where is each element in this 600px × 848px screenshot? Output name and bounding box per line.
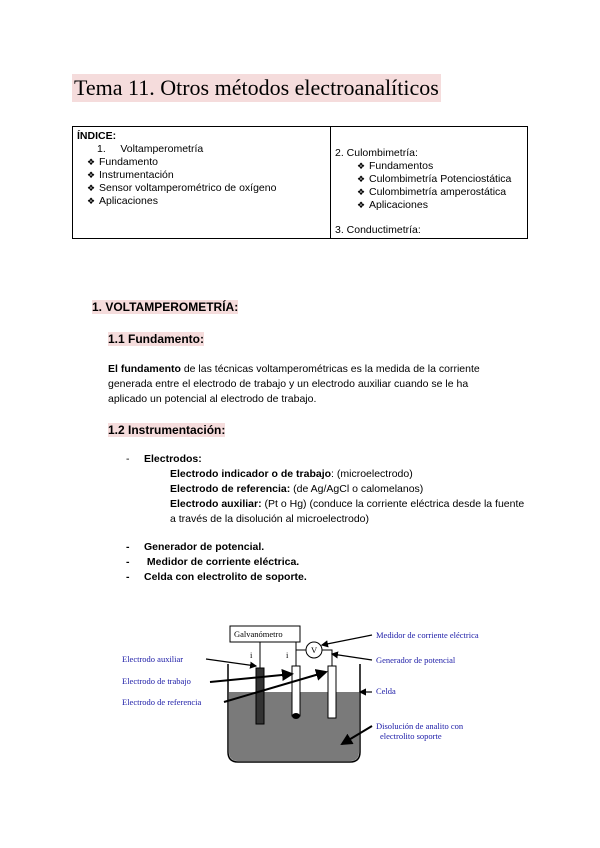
label-electrodo-trabajo: Electrodo de trabajo bbox=[122, 676, 191, 686]
electrode-trabajo: Electrodo indicador o de trabajo: (microelectrodo) bbox=[170, 468, 413, 480]
current-label: i bbox=[250, 650, 253, 660]
list-item: ❖ Sensor voltamperométrico de oxígeno bbox=[87, 182, 277, 194]
reference-electrode bbox=[328, 666, 336, 718]
diamond-bullet-icon: ❖ bbox=[357, 187, 366, 197]
arrow bbox=[206, 659, 256, 666]
list-item: ❖ Instrumentación bbox=[87, 169, 174, 181]
instrumentation-diagram bbox=[110, 612, 520, 772]
label-electrodo-referencia: Electrodo de referencia bbox=[122, 697, 202, 707]
index-left-list bbox=[77, 156, 326, 208]
list-item: - Generador de potencial. bbox=[126, 541, 265, 553]
index-item-conductimetria: 3. Conductimetría: bbox=[335, 224, 421, 236]
page-title: Tema 11. Otros métodos electroanalíticos bbox=[74, 75, 439, 100]
index-left-column bbox=[73, 127, 331, 238]
label-disolucion-2: electrolito soporte bbox=[380, 731, 442, 741]
subsection-heading-fundamento: 1.1 Fundamento: bbox=[108, 332, 205, 346]
list-item: ❖ Culombimetría amperostática bbox=[357, 186, 507, 198]
index-right-column bbox=[331, 127, 527, 238]
label-celda: Celda bbox=[376, 686, 396, 696]
diamond-bullet-icon: ❖ bbox=[87, 183, 96, 193]
label-electrodo-auxiliar: Electrodo auxiliar bbox=[122, 654, 184, 664]
wire bbox=[296, 642, 306, 650]
wire bbox=[322, 650, 332, 666]
index-item-voltamperometria: 1. Voltamperometría bbox=[97, 143, 204, 155]
list-item: ❖ Fundamento bbox=[87, 156, 158, 168]
working-electrode-tip bbox=[292, 713, 300, 719]
electrode-referencia: Electrodo de referencia: (de Ag/AgCl o calomelanos) bbox=[170, 483, 424, 495]
list-item: ❖ Aplicaciones bbox=[357, 199, 428, 211]
list-item: - Celda con electrolito de soporte. bbox=[126, 571, 307, 583]
subsection-heading-instrumentacion: 1.2 Instrumentación: bbox=[108, 423, 226, 437]
working-electrode bbox=[292, 666, 300, 716]
section-heading-voltamperometria: 1. VOLTAMPEROMETRÍA: bbox=[92, 300, 239, 314]
index-heading: ÍNDICE: bbox=[77, 130, 117, 142]
index-item-culombimetria: 2. Culombimetría: bbox=[335, 147, 418, 159]
list-item: ❖ Fundamentos bbox=[357, 160, 434, 172]
arrow bbox=[332, 654, 372, 660]
diamond-bullet-icon: ❖ bbox=[87, 170, 96, 180]
list-item: - Medidor de corriente eléctrica. bbox=[126, 556, 300, 568]
diamond-bullet-icon: ❖ bbox=[357, 200, 366, 210]
diamond-bullet-icon: ❖ bbox=[87, 157, 96, 167]
list-item: ❖ Aplicaciones bbox=[87, 195, 158, 207]
diamond-bullet-icon: ❖ bbox=[357, 161, 366, 171]
diamond-bullet-icon: ❖ bbox=[87, 196, 96, 206]
electrodes-label: - Electrodos: bbox=[126, 453, 202, 465]
galvanometer-label: Galvanómetro bbox=[234, 629, 283, 639]
label-medidor-corriente: Medidor de corriente eléctrica bbox=[376, 630, 479, 640]
fundamento-paragraph: El fundamento de las técnicas voltamperométricas es la medida de la corriente generada entre el electrodo de trabajo y un electrodo auxiliar cuando se le ha aplicado un potencial al electrodo de trabajo. bbox=[108, 363, 480, 405]
voltmeter-label: V bbox=[311, 645, 318, 655]
index-right-list bbox=[335, 160, 523, 212]
index-table bbox=[72, 126, 528, 239]
list-item: ❖ Culombimetría Potenciostática bbox=[357, 173, 512, 185]
arrow bbox=[210, 674, 292, 682]
label-generador-potencial: Generador de potencial bbox=[376, 655, 456, 665]
arrow bbox=[322, 635, 372, 645]
current-label: i bbox=[286, 650, 289, 660]
diamond-bullet-icon: ❖ bbox=[357, 174, 366, 184]
instrument-list bbox=[126, 540, 307, 585]
electrode-auxiliar: Electrodo auxiliar: (Pt o Hg) (conduce la corriente eléctrica desde la fuente a través de la disolución al microelectrodo) bbox=[170, 498, 525, 525]
electrodes-list bbox=[126, 452, 526, 527]
label-disolucion: Disolución de analito con bbox=[376, 721, 464, 731]
